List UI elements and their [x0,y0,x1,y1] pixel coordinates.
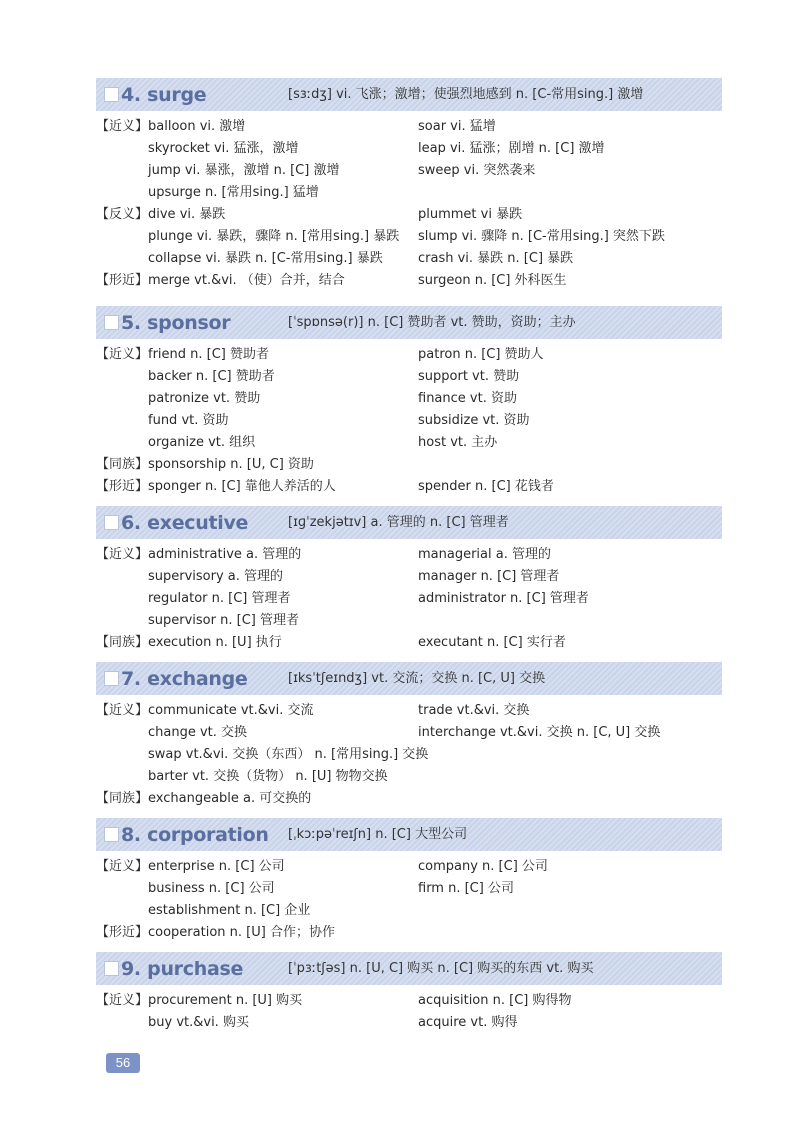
category-label: 【近义】 [96,547,149,562]
related-left: dive vi. 暴跌 [148,207,226,222]
related-right: firm n. [C] 公司 [418,881,514,896]
related-left: sponsorship n. [U, C] 资助 [148,457,314,472]
related-right: acquisition n. [C] 购得物 [418,993,572,1008]
related-words [96,990,732,1034]
headword: 4. surge [121,83,207,106]
related-left: enterprise n. [C] 公司 [148,859,285,874]
related-right: interchange vt.&vi. 交换 n. [C, U] 交换 [418,725,661,740]
related-row [96,226,732,248]
related-right: trade vt.&vi. 交换 [418,703,530,718]
related-left: buy vt.&vi. 购买 [148,1015,249,1030]
category-label: 【近义】 [96,703,149,718]
related-right: patron n. [C] 赞助人 [418,347,544,362]
related-row [96,1012,732,1034]
category-label: 【近义】 [96,347,149,362]
related-row [96,182,732,204]
entry-banner [96,818,722,851]
related-right: host vt. 主办 [418,435,498,450]
related-row [96,116,732,138]
category-label: 【同族】 [96,635,149,650]
page-number: 56 [106,1053,140,1073]
square-icon [104,87,119,102]
related-right: support vt. 赞助 [418,369,520,384]
headword: 7. exchange [121,667,248,690]
headword: 6. executive [121,511,249,534]
related-left: communicate vt.&vi. 交流 [148,703,314,718]
definition: [ˌkɔːpəˈreɪʃn] n. [C] 大型公司 [288,827,468,842]
related-left: friend n. [C] 赞助者 [148,347,270,362]
related-left: change vt. 交换 [148,725,248,740]
category-label: 【形近】 [96,479,149,494]
category-label: 【形近】 [96,273,149,288]
related-left: barter vt. 交换（货物） n. [U] 物物交换 [148,769,388,784]
related-row [96,744,732,766]
definition: [sɜːdʒ] vi. 飞涨；激增；使强烈地感到 n. [C-常用sing.] 激增 [288,87,644,102]
related-row [96,766,732,788]
related-row [96,160,732,182]
related-row [96,990,732,1012]
related-row [96,900,732,922]
related-row [96,248,732,270]
category-label: 【同族】 [96,457,149,472]
entry-banner [96,78,722,111]
entry-sponsor [96,306,732,498]
entry-head [96,78,282,111]
related-right: finance vt. 资助 [418,391,517,406]
related-left: regulator n. [C] 管理者 [148,591,291,606]
related-left: cooperation n. [U] 合作；协作 [148,925,335,940]
square-icon [104,961,119,976]
related-right: slump vi. 骤降 n. [C-常用sing.] 突然下跌 [418,229,665,244]
related-left: procurement n. [U] 购买 [148,993,303,1008]
category-label: 【近义】 [96,993,149,1008]
entry-head [96,306,282,339]
category-label: 【近义】 [96,859,149,874]
related-right: plummet vi 暴跌 [418,207,523,222]
related-left: collapse vi. 暴跌 n. [C-常用sing.] 暴跌 [148,251,383,266]
entry-banner [96,306,722,339]
square-icon [104,315,119,330]
related-row [96,566,732,588]
related-right: company n. [C] 公司 [418,859,548,874]
related-left: merge vt.&vi. （使）合并，结合 [148,273,345,288]
category-label: 【近义】 [96,119,149,134]
related-row [96,788,732,810]
related-row [96,856,732,878]
related-right: acquire vt. 购得 [418,1015,518,1030]
entry-exchange [96,662,732,810]
related-left: sponger n. [C] 靠他人养活的人 [148,479,336,494]
entry-banner [96,662,722,695]
entry-banner [96,506,722,539]
related-left: backer n. [C] 赞助者 [148,369,275,384]
related-left: administrative a. 管理的 [148,547,302,562]
related-words [96,116,732,292]
related-right: managerial a. 管理的 [418,547,551,562]
headword: 5. sponsor [121,311,231,334]
entry-head [96,662,282,695]
related-left: balloon vi. 激增 [148,119,246,134]
related-row [96,476,732,498]
related-words [96,544,732,654]
related-left: execution n. [U] 执行 [148,635,282,650]
related-left: exchangeable a. 可交换的 [148,791,312,806]
related-row [96,454,732,476]
category-label: 【形近】 [96,925,149,940]
entry-head [96,952,282,985]
related-row [96,544,732,566]
related-right: leap vi. 猛涨；剧增 n. [C] 激增 [418,141,605,156]
related-row [96,344,732,366]
entry-head [96,506,282,539]
related-right: administrator n. [C] 管理者 [418,591,589,606]
related-right: spender n. [C] 花钱者 [418,479,554,494]
related-row [96,722,732,744]
related-row [96,700,732,722]
related-left: establishment n. [C] 企业 [148,903,311,918]
related-row [96,270,732,292]
related-row [96,878,732,900]
related-row [96,588,732,610]
headword: 9. purchase [121,957,244,980]
related-left: supervisory a. 管理的 [148,569,284,584]
category-label: 【反义】 [96,207,149,222]
definition: [ˈspɒnsə(r)] n. [C] 赞助者 vt. 赞助，资助；主办 [288,315,576,330]
related-right: soar vi. 猛增 [418,119,496,134]
headword: 8. corporation [121,823,269,846]
related-left: skyrocket vi. 猛涨，激增 [148,141,299,156]
related-left: business n. [C] 公司 [148,881,275,896]
related-left: fund vt. 资助 [148,413,229,428]
related-left: organize vt. 组织 [148,435,256,450]
square-icon [104,827,119,842]
entry-surge [96,78,732,292]
related-right: manager n. [C] 管理者 [418,569,560,584]
definition: [ɪɡˈzekjətɪv] a. 管理的 n. [C] 管理者 [288,515,509,530]
related-right: subsidize vt. 资助 [418,413,530,428]
related-row [96,138,732,160]
related-right: executant n. [C] 实行者 [418,635,566,650]
related-left: swap vt.&vi. 交换（东西） n. [常用sing.] 交换 [148,747,429,762]
entry-corporation [96,818,732,944]
related-row [96,922,732,944]
entry-banner [96,952,722,985]
related-right: sweep vi. 突然袭来 [418,163,536,178]
related-row [96,610,732,632]
related-words [96,700,732,810]
related-words [96,344,732,498]
related-right: surgeon n. [C] 外科医生 [418,273,567,288]
related-left: upsurge n. [常用sing.] 猛增 [148,185,319,200]
related-right: crash vi. 暴跌 n. [C] 暴跌 [418,251,574,266]
entry-purchase [96,952,732,1034]
definition: [ˈpɜːtʃəs] n. [U, C] 购买 n. [C] 购买的东西 vt. 购买 [288,961,594,976]
related-row [96,410,732,432]
related-left: jump vi. 暴涨，激增 n. [C] 激增 [148,163,340,178]
related-row [96,388,732,410]
entry-head [96,818,282,851]
related-row [96,204,732,226]
related-row [96,432,732,454]
related-left: plunge vi. 暴跌，骤降 n. [常用sing.] 暴跌 [148,229,400,244]
definition: [ɪksˈtʃeɪndʒ] vt. 交流；交换 n. [C, U] 交换 [288,671,546,686]
category-label: 【同族】 [96,791,149,806]
related-row [96,366,732,388]
square-icon [104,515,119,530]
related-left: patronize vt. 赞助 [148,391,261,406]
entry-executive [96,506,732,654]
related-words [96,856,732,944]
related-left: supervisor n. [C] 管理者 [148,613,299,628]
related-row [96,632,732,654]
square-icon [104,671,119,686]
